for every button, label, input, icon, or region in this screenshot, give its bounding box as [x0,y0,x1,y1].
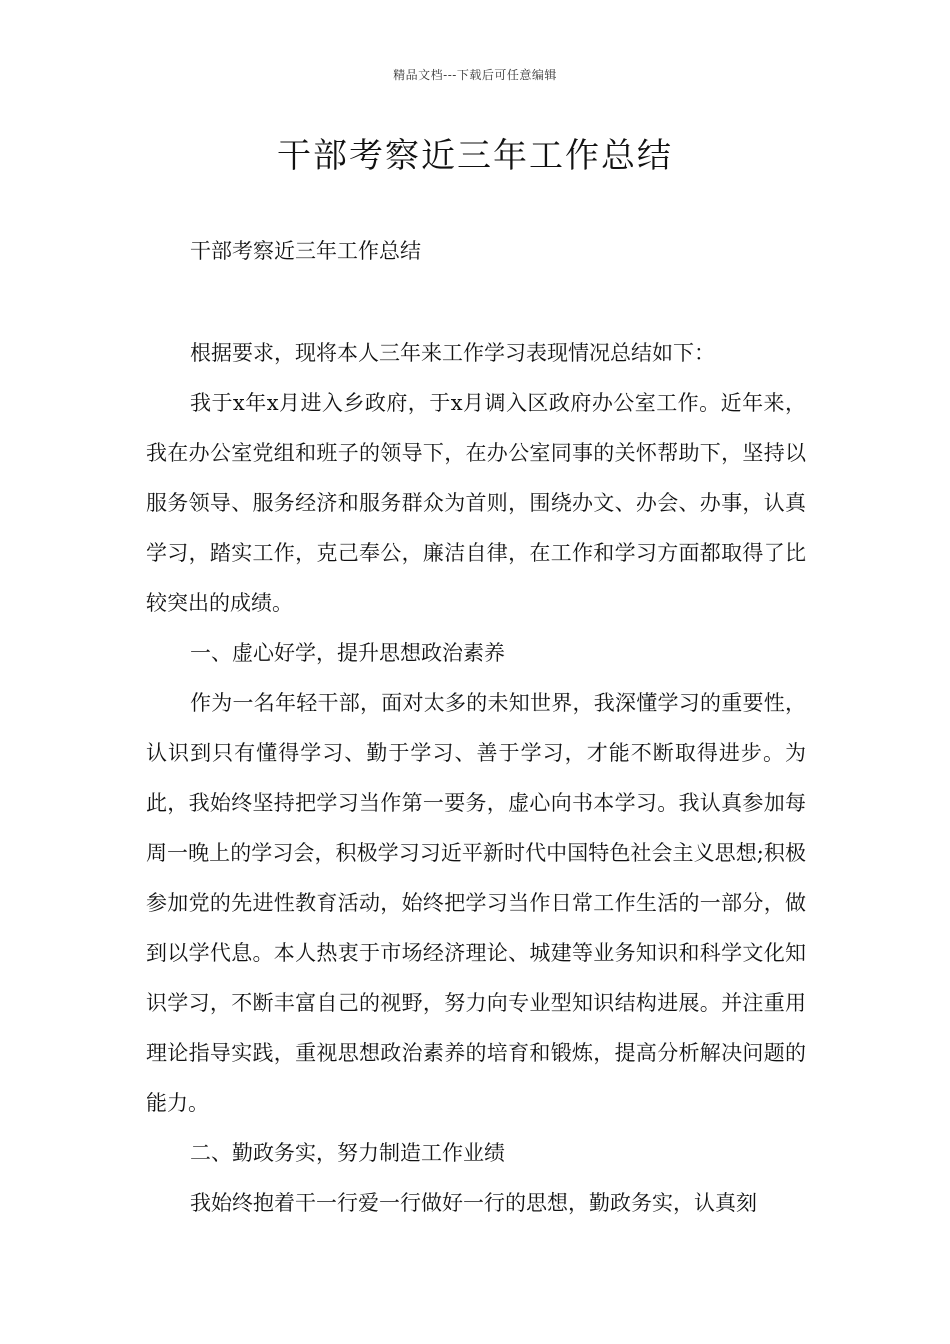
paragraph-background: 我于x年x月进入乡政府，于x月调入区政府办公室工作。近年来，我在办公室党组和班子的领导下，在办公室同事的关怀帮助下，坚持以服务领导、服务经济和服务群众为首则，围绕办文、办会、办事，认真学习，踏实工作，克己奉公，廉洁自律，在工作和学习方面都取得了比较突出的成绩。 [146,391,806,615]
paragraph-work: 我始终抱着干一行爱一行做好一行的思想，勤政务实，认真刻 [190,1191,757,1215]
paragraph-study: 作为一名年轻干部，面对太多的未知世界，我深懂学习的重要性，认识到只有懂得学习、勤于学习、善于学习，才能不断取得进步。为此，我始终坚持把学习当作第一要务，虚心向书本学习。我认真参加每周一晚上的学习会，积极学习习近平新时代中国特色社会主义思想;积极参加党的先进性教育活动，始终把学习当作日常工作生活的一部分，做到以学代息。本人热衷于市场经济理论、城建等业务知识和科学文化知识学习，不断丰富自己的视野，努力向专业型知识结构进展。并注重用理论指导实践，重视思想政治素养的培育和锻炼，提高分析解决问题的能力。 [146,691,806,1115]
paragraph-intro: 根据要求，现将本人三年来工作学习表现情况总结如下： [190,341,715,365]
header-note: 精品文档---下载后可任意编辑 [393,68,557,82]
document-title: 干部考察近三年工作总结 [277,136,673,176]
section-heading-1: 一、虚心好学，提升思想政治素养 [190,641,505,665]
document-subtitle: 干部考察近三年工作总结 [190,239,421,263]
section-heading-2: 二、勤政务实，努力制造工作业绩 [190,1141,505,1165]
document-body [146,226,806,1228]
